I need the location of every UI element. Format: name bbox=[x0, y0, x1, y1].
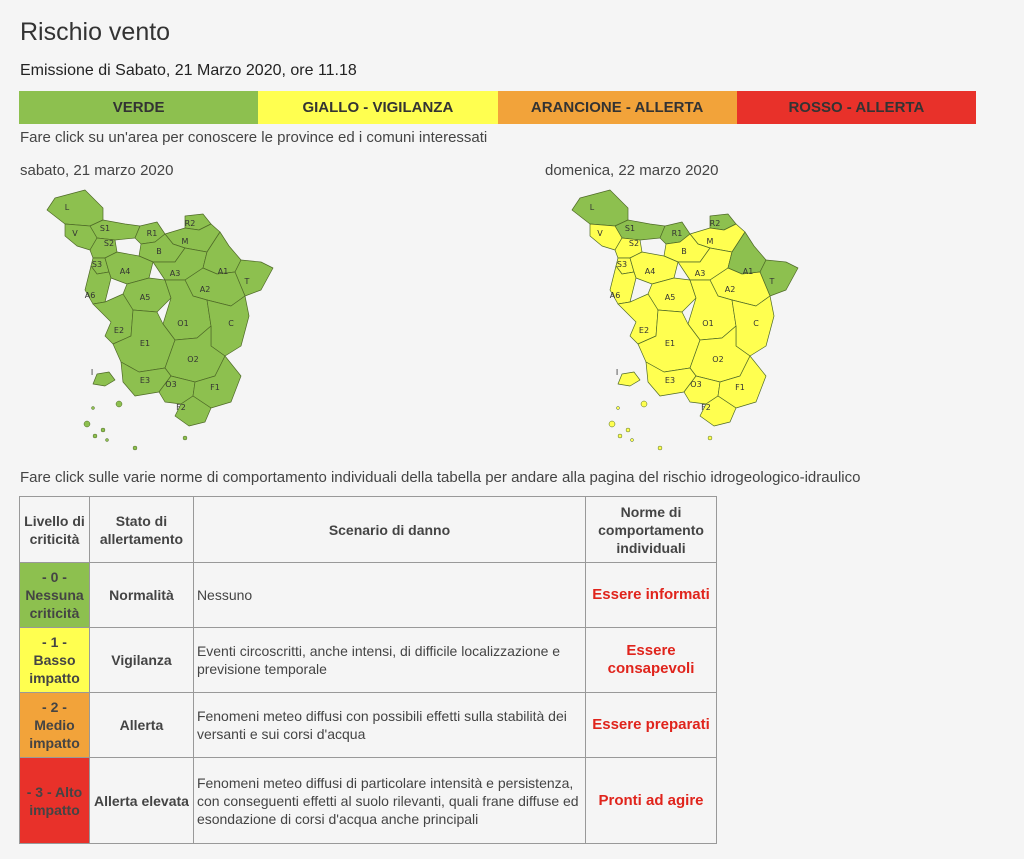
map-islet bbox=[708, 436, 712, 440]
map-zone-label-o1: O1 bbox=[177, 319, 189, 328]
map-zone-label-a6: A6 bbox=[609, 291, 621, 300]
map-zone-label-l: L bbox=[64, 203, 70, 212]
map-islet bbox=[84, 421, 90, 427]
map-zone-l[interactable] bbox=[47, 190, 103, 226]
table-row bbox=[20, 758, 717, 844]
table-instruction: Fare click sulle varie norme di comportamento individuali della tabella per andare alla pagina del rischio idrogeologico-idraulico bbox=[20, 469, 861, 486]
level-cell: - 1 - Basso impatto bbox=[20, 628, 90, 693]
map-zone-label-c: C bbox=[228, 319, 234, 328]
page-title: Rischio vento bbox=[20, 18, 171, 46]
norm-link-pronti-ad-agire[interactable]: Pronti ad agire bbox=[586, 758, 717, 844]
map-zone-label-o2: O2 bbox=[187, 355, 199, 364]
scenario-cell: Fenomeni meteo diffusi con possibili effetti sulla stabilità dei versanti e sui corsi d'acqua bbox=[193, 693, 585, 758]
map-zone-label-r1: R1 bbox=[671, 229, 683, 238]
map-zone-label-f1: F1 bbox=[735, 383, 745, 392]
map-zone-label-s1: S1 bbox=[99, 224, 111, 233]
map-islet bbox=[641, 401, 647, 407]
scenario-cell: Fenomeni meteo diffusi di particolare intensità e persistenza, con conseguenti effetti al suolo rilevanti, quali frane diffuse ed esondazione di corsi d'acqua anche principali bbox=[193, 758, 585, 844]
map-zone-label-m: M bbox=[706, 237, 714, 246]
level-cell: - 2 - Medio impatto bbox=[20, 693, 90, 758]
map-zone-label-a2: A2 bbox=[199, 285, 211, 294]
level-cell: - 3 - Alto impatto bbox=[20, 758, 90, 844]
table-row bbox=[20, 628, 717, 693]
map-zone-label-l: L bbox=[589, 203, 595, 212]
state-cell: Vigilanza bbox=[89, 628, 193, 693]
map-zone-label-a1: A1 bbox=[742, 267, 754, 276]
map-zone-label-o3: O3 bbox=[165, 380, 177, 389]
map-zone-i[interactable] bbox=[618, 372, 640, 386]
state-cell: Allerta elevata bbox=[89, 758, 193, 844]
region-map-svg bbox=[35, 186, 285, 456]
state-cell: Allerta bbox=[89, 693, 193, 758]
map-day-1 bbox=[35, 186, 285, 456]
map-zone-s1[interactable] bbox=[615, 220, 665, 240]
table-row bbox=[20, 693, 717, 758]
map-zone-label-f1: F1 bbox=[210, 383, 220, 392]
map-zone-i[interactable] bbox=[93, 372, 115, 386]
map-islet bbox=[618, 434, 622, 438]
header-level: Livello di criticità bbox=[20, 497, 90, 563]
map-islet bbox=[106, 439, 109, 442]
map-zone-s1[interactable] bbox=[90, 220, 140, 240]
map-zone-label-b: B bbox=[681, 247, 687, 256]
map-islet bbox=[133, 446, 137, 450]
scenario-cell: Nessuno bbox=[193, 563, 585, 628]
map-zone-label-r1: R1 bbox=[146, 229, 158, 238]
map-zone-label-a6: A6 bbox=[84, 291, 96, 300]
map-zone-label-r2: R2 bbox=[709, 219, 721, 228]
map-zone-label-a5: A5 bbox=[664, 293, 676, 302]
legend-giallo: GIALLO - VIGILANZA bbox=[258, 91, 497, 124]
table-header-row bbox=[20, 497, 717, 563]
map-zone-label-t: T bbox=[769, 277, 775, 286]
map-day-2 bbox=[560, 186, 810, 456]
map-zone-label-i: I bbox=[90, 368, 94, 377]
map-zone-label-s1: S1 bbox=[624, 224, 636, 233]
map-islet bbox=[92, 407, 95, 410]
map-zone-label-f2: F2 bbox=[176, 403, 186, 412]
map-zone-label-o1: O1 bbox=[702, 319, 714, 328]
map-zone-label-e2: E2 bbox=[638, 326, 650, 335]
map-zone-label-t: T bbox=[244, 277, 250, 286]
map-day-2-label: domenica, 22 marzo 2020 bbox=[545, 162, 719, 179]
map-zone-label-s3: S3 bbox=[91, 260, 103, 269]
map-zone-label-a4: A4 bbox=[644, 267, 656, 276]
map-zone-label-f2: F2 bbox=[701, 403, 711, 412]
map-islet bbox=[93, 434, 97, 438]
map-zone-label-a1: A1 bbox=[217, 267, 229, 276]
map-zone-label-r2: R2 bbox=[184, 219, 196, 228]
map-zone-label-e1: E1 bbox=[139, 339, 151, 348]
region-map-svg bbox=[560, 186, 810, 456]
map-zone-label-i: I bbox=[615, 368, 619, 377]
table-row bbox=[20, 563, 717, 628]
map-zone-label-v: V bbox=[597, 229, 603, 238]
legend-rosso: ROSSO - ALLERTA bbox=[737, 91, 976, 124]
map-zone-label-a3: A3 bbox=[169, 269, 181, 278]
map-islet bbox=[116, 401, 122, 407]
map-zone-label-a5: A5 bbox=[139, 293, 151, 302]
map-zone-label-e1: E1 bbox=[664, 339, 676, 348]
criticality-table bbox=[19, 496, 717, 844]
norm-link-essere-consapevoli[interactable]: Essere consapevoli bbox=[586, 628, 717, 693]
scenario-cell: Eventi circoscritti, anche intensi, di difficile localizzazione e previsione temporale bbox=[193, 628, 585, 693]
map-zone-label-m: M bbox=[181, 237, 189, 246]
level-cell: - 0 - Nessuna criticità bbox=[20, 563, 90, 628]
map-zone-label-e2: E2 bbox=[113, 326, 125, 335]
map-zone-label-v: V bbox=[72, 229, 78, 238]
map-islet bbox=[658, 446, 662, 450]
legend-arancione: ARANCIONE - ALLERTA bbox=[498, 91, 737, 124]
map-islet bbox=[626, 428, 630, 432]
map-islet bbox=[183, 436, 187, 440]
map-day-1-label: sabato, 21 marzo 2020 bbox=[20, 162, 174, 179]
header-scenario: Scenario di danno bbox=[193, 497, 585, 563]
header-state: Stato di allertamento bbox=[89, 497, 193, 563]
map-instruction: Fare click su un'area per conoscere le province ed i comuni interessati bbox=[20, 129, 488, 146]
map-zone-label-o3: O3 bbox=[690, 380, 702, 389]
norm-link-essere-informati[interactable]: Essere informati bbox=[586, 563, 717, 628]
map-zone-label-a2: A2 bbox=[724, 285, 736, 294]
map-zone-label-a4: A4 bbox=[119, 267, 131, 276]
map-islet bbox=[609, 421, 615, 427]
map-islet bbox=[631, 439, 634, 442]
map-zone-label-s2: S2 bbox=[103, 239, 115, 248]
map-zone-label-e3: E3 bbox=[664, 376, 676, 385]
map-zone-label-b: B bbox=[156, 247, 162, 256]
map-zone-label-a3: A3 bbox=[694, 269, 706, 278]
state-cell: Normalità bbox=[89, 563, 193, 628]
legend-verde: VERDE bbox=[19, 91, 258, 124]
map-zone-label-e3: E3 bbox=[139, 376, 151, 385]
map-zone-l[interactable] bbox=[572, 190, 628, 226]
map-zone-label-s2: S2 bbox=[628, 239, 640, 248]
map-islet bbox=[617, 407, 620, 410]
alert-legend bbox=[19, 91, 976, 124]
map-zone-label-o2: O2 bbox=[712, 355, 724, 364]
map-zone-label-c: C bbox=[753, 319, 759, 328]
emission-date: Emissione di Sabato, 21 Marzo 2020, ore 11.18 bbox=[20, 62, 357, 79]
map-islet bbox=[101, 428, 105, 432]
header-norms: Norme di comportamento individuali bbox=[586, 497, 717, 563]
map-zone-label-s3: S3 bbox=[616, 260, 628, 269]
norm-link-essere-preparati[interactable]: Essere preparati bbox=[586, 693, 717, 758]
